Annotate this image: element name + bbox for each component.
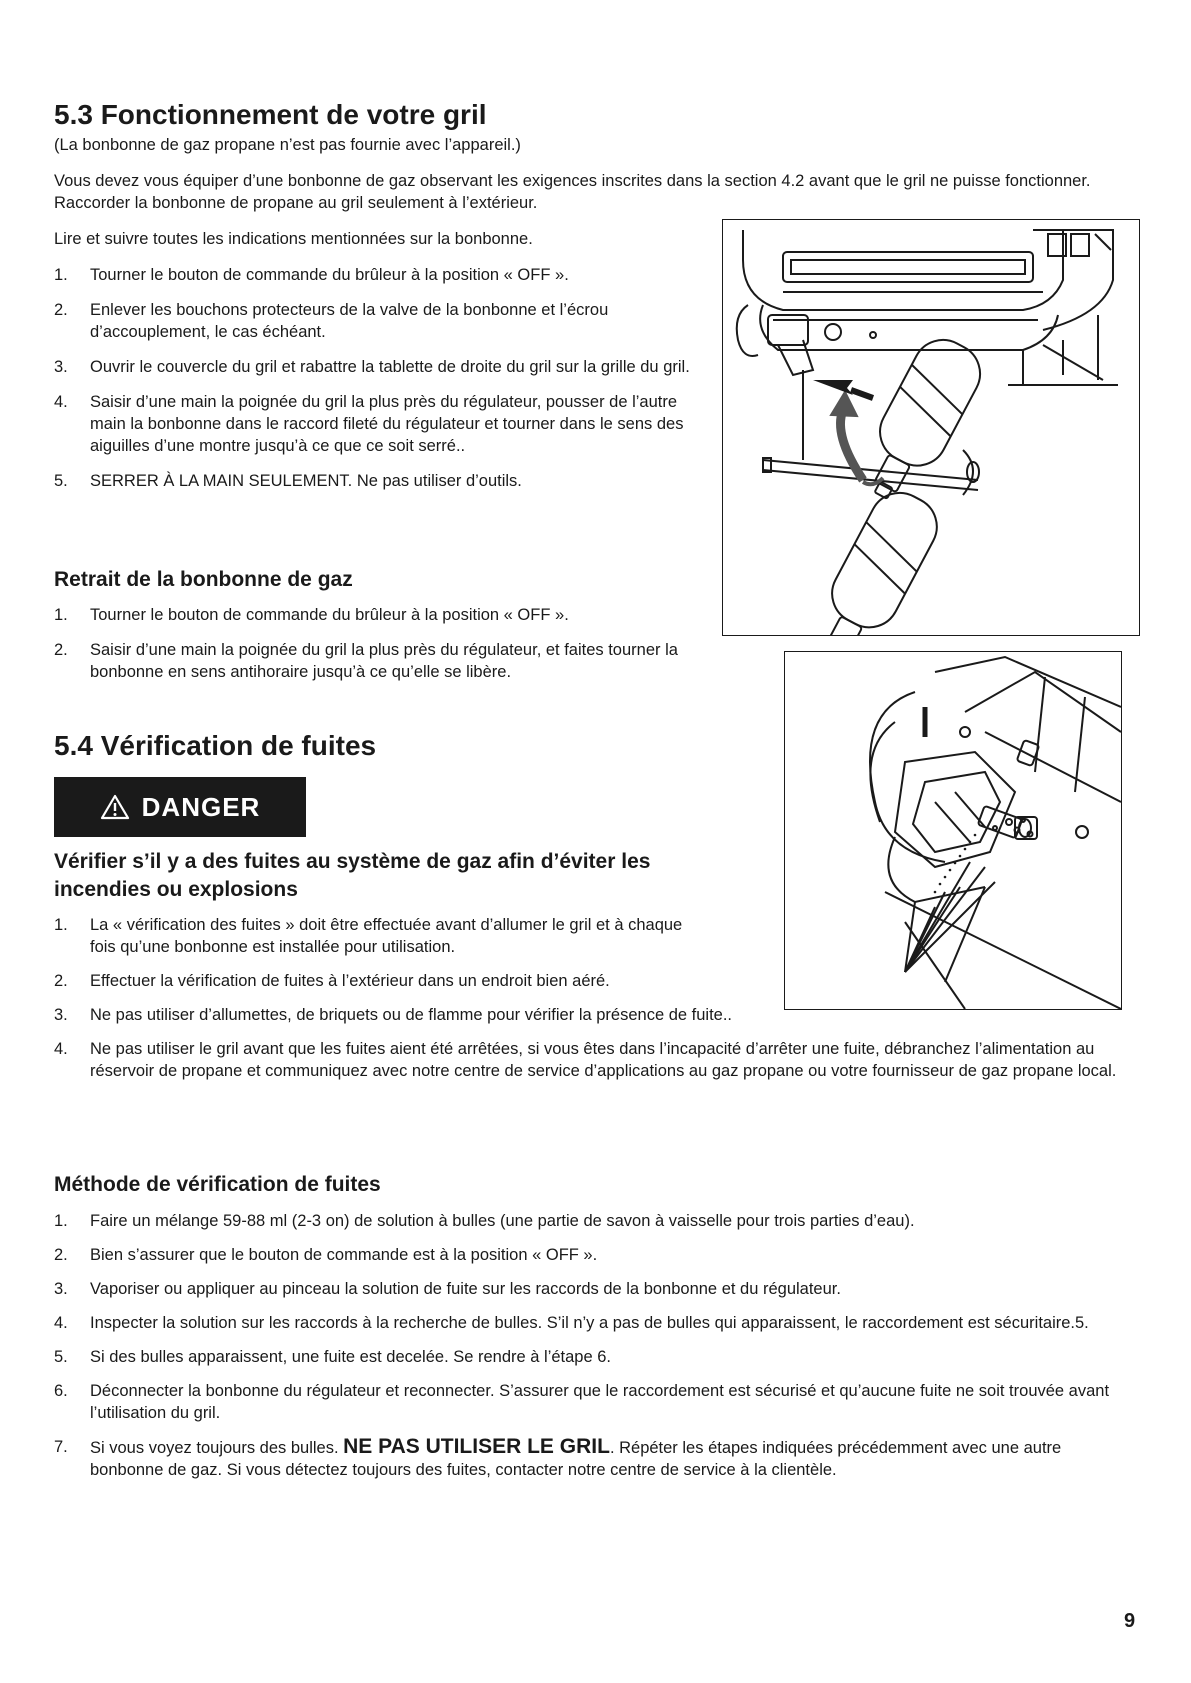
list-item: 7. Si vous voyez toujours des bulles. NE PAS UTILISER LE GRIL. Répéter les étapes indiquées précédemment avec une autre bonbonne de gaz. Si vous détectez toujours des fuites, contacter notre centre de service à la clientèle. — [54, 1435, 1062, 1479]
list-item: 2. Effectuer la vérification de fuites à l’extérieur dans un endroit bien aéré. — [54, 972, 610, 990]
cylinder-note: (La bonbonne de gaz propane n’est pas fournie avec l’appareil.) — [54, 136, 521, 154]
list-item: 4. Inspecter la solution sur les raccords à la recherche de bulles. S’il n’y a pas de bulles qui apparaissent, le raccordement est sécuritaire.5. — [54, 1314, 1089, 1332]
list-item: 5. Si des bulles apparaissent, une fuite est decelée. Se rendre à l’étape 6. — [54, 1348, 612, 1366]
leak-check-steps — [54, 914, 1117, 1082]
removal-title: Retrait de la bonbonne de gaz — [54, 568, 353, 591]
list-item: 4. Saisir d’une main la poignée du gril la plus près du régulateur, pousser de l’autre main la bonbonne dans le raccord fileté du régulateur et tourner dans le sens des aiguilles d’une montre jusqu’à ce que ce soit serré.. — [54, 393, 684, 455]
intro-paragraph: Vous devez vous équiper d’une bonbonne de gaz observant les exigences inscrites dans la section 4.2 avant que le gril ne puisse fonctionner. Raccorder la bonbonne de propane au gril seulement à l’extérieur. — [54, 172, 1091, 212]
list-item: 2. Enlever les bouchons protecteurs de la valve de la bonbonne et l’écrou d’accouplement, le cas échéant. — [54, 301, 609, 341]
list-item: 3. Ouvrir le couvercle du gril et rabattre la tablette de droite du gril sur la grille du gril. — [54, 358, 690, 376]
do-not-use-emphasis: NE PAS UTILISER LE GRIL — [343, 1435, 610, 1458]
grill-cylinder-drawing — [723, 220, 1139, 635]
operation-steps — [54, 264, 694, 492]
leak-check-illustration — [784, 651, 1122, 1010]
read-instruction: Lire et suivre toutes les indications mentionnées sur la bonbonne. — [54, 230, 533, 248]
method-title: Méthode de vérification de fuites — [54, 1173, 381, 1196]
warning-triangle-icon — [100, 794, 130, 820]
cylinder-connection-illustration — [722, 219, 1140, 636]
page-number: 9 — [1124, 1610, 1136, 1632]
section-title-5-4: 5.4 Vérification de fuites — [54, 730, 377, 761]
list-item: 1. Tourner le bouton de commande du brûleur à la position « OFF ». — [54, 266, 569, 284]
method-steps — [54, 1210, 1134, 1481]
list-item: 3. Vaporiser ou appliquer au pinceau la solution de fuite sur les raccords de la bonbonne et du régulateur. — [54, 1280, 841, 1298]
list-item: 2. Bien s’assurer que le bouton de commande est à la position « OFF ». — [54, 1246, 598, 1264]
list-item: 1. Tourner le bouton de commande du brûleur à la position « OFF ». — [54, 606, 569, 624]
list-item: 1. Faire un mélange 59-88 ml (2-3 on) de solution à bulles (une partie de savon à vaisselle pour trois parties d’eau). — [54, 1212, 915, 1230]
danger-banner — [54, 777, 306, 837]
list-item: 6. Déconnecter la bonbonne du régulateur et reconnecter. S’assurer que le raccordement est sécurisé et qu’aucune fuite ne soit trouvée avant l’utilisation du gril. — [54, 1382, 1110, 1422]
removal-steps — [54, 604, 694, 683]
list-item: 3. Ne pas utiliser d’allumettes, de briquets ou de flamme pour vérifier la présence de fuite.. — [54, 1006, 732, 1024]
list-item: 2. Saisir d’une main la poignée du gril la plus près du régulateur, et faites tourner la bonbonne en sens antihoraire jusqu’à ce qu’elle se libère. — [54, 641, 678, 681]
section-title-5-3: 5.3 Fonctionnement de votre gril — [54, 99, 487, 130]
list-item: 4. Ne pas utiliser le gril avant que les fuites aient été arrêtées, si vous êtes dans l’incapacité d’arrêter une fuite, débranchez l’alimentation au réservoir de propane et communiquez avec notre centre de service d’applications au gaz propane ou votre fournisseur de gaz propane local. — [54, 1040, 1117, 1080]
danger-label: DANGER — [141, 791, 261, 822]
warning-title: Vérifier s’il y a des fuites au système de gaz afin d’éviter les incendies ou explosions — [54, 850, 651, 901]
list-item: 5. SERRER À LA MAIN SEULEMENT. Ne pas utiliser d’outils. — [54, 472, 522, 490]
list-item: 1. La « vérification des fuites » doit être effectuée avant d’allumer le gril et à chaque fois qu’une bonbonne est installée pour utilisation. — [54, 916, 683, 956]
regulator-leak-drawing — [785, 652, 1121, 1009]
